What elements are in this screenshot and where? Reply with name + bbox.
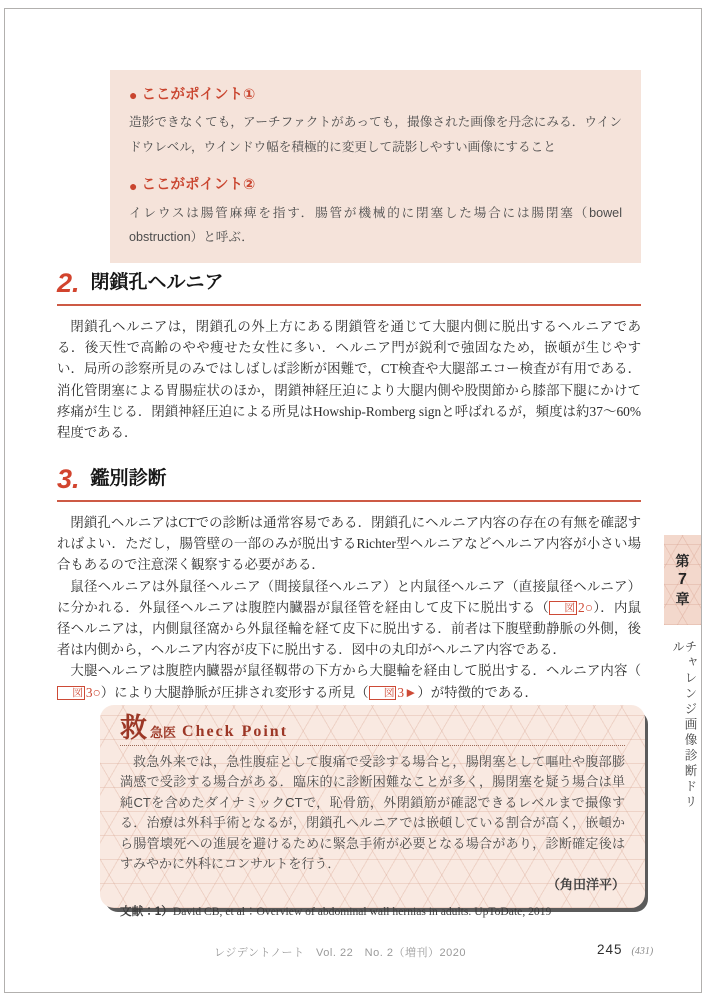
check-point-title: Check Point	[182, 723, 289, 741]
author-signature: （角田洋平）	[546, 876, 625, 892]
check-point-body: 救急外来では，急性腹症として腹痛で受診する場合と，腸閉塞として嘔吐や腹部膨満感で受診する場合がある．臨床的に診断困難なことが多く，腸閉塞を疑う場合は単純CTを含めたダイナミックCTで，恥骨筋，外閉鎖筋が確認できるレベルまで撮像する．治療は外科手術となるが，閉鎖孔ヘルニアでは嵌頓している割合が高く，嵌頓から腸管壊死への進展を避けるために緊急手術が必要となる場合があり，診断確定後はすみやかに外科にコンサルトを行う．	[120, 753, 625, 872]
point-item-1	[129, 85, 622, 159]
section2-heading	[57, 268, 641, 298]
figure2-ref-number: 2	[577, 599, 585, 615]
text-segment: ）により大腿静脈が圧排され変形する所見（	[100, 684, 369, 700]
emergency-check-point-box	[100, 705, 645, 918]
point-title-1	[129, 85, 622, 105]
text-segment: 大腿ヘルニアは腹腔内臓器が鼠径靱帯の下方から大腿輪を経由して脱出する．ヘルニア内容（	[70, 663, 641, 679]
kyu-kanji-logo: 救	[120, 713, 147, 743]
section3-paragraph-3	[57, 660, 641, 702]
figure2-ref-icon: 図	[549, 601, 577, 615]
figure3-ref-number: 3	[85, 684, 93, 700]
point-body-2: イレウスは腸管麻痺を指す．腸管が機械的に閉塞した場合には腸閉塞（bowel obstruction）と呼ぶ．	[129, 205, 622, 245]
section-number: 2.	[57, 268, 80, 298]
section-rule	[57, 304, 641, 306]
chapter-char: 第	[675, 552, 690, 569]
circle-marker-icon: ○	[584, 599, 594, 615]
reference-line	[120, 904, 625, 920]
chapter-tab	[664, 535, 701, 625]
journal-footer: レジデントノート Vol. 22 No. 2（増刊）2020	[214, 947, 466, 959]
section3-paragraph-2	[57, 576, 641, 661]
bullet-icon: ●	[129, 87, 138, 104]
reference-text: David CB, et al：Overview of abdominal wall hernias in adults. UpToDate, 2019	[172, 904, 552, 918]
figure3-ref-icon: 図	[369, 686, 397, 700]
section-number: 3.	[57, 464, 80, 494]
point-title-2	[129, 175, 622, 195]
section2-paragraph: 閉鎖孔ヘルニアは，閉鎖孔の外上方にある閉鎖管を通じて大腿内側に脱出するヘルニアである．後天性で高齢のやや痩せた女性に多い．ヘルニア門が鋭利で強固なため，嵌頓が生じやすい．局所の診察所見のみではしばしば診断が困難で，CT検査や大腿部エコー検査が有用である．消化管閉塞による胃腸症状のほか，閉鎖神経圧迫により大腿内側や股関節から膝部下腿にかけて疼痛が生じる．閉鎖神経圧迫による所見はHowship-Romberg signと呼ばれるが，頻度は約37〜60%程度である．	[57, 319, 641, 441]
series-title-vertical: チャレンジ画像診断ドリル	[670, 640, 697, 811]
point-title-text: ここがポイント②	[141, 177, 256, 194]
section3-heading	[57, 464, 641, 494]
bullet-icon: ●	[129, 177, 138, 194]
page-number-group	[597, 942, 653, 957]
section-title: 閉鎖孔ヘルニア	[90, 272, 224, 294]
point-item-2	[129, 175, 622, 249]
circle-marker-icon: ○	[92, 684, 101, 700]
check-point-header	[120, 713, 625, 746]
kyui-kanji-label: 急医	[150, 725, 177, 741]
text-segment: ）が特徴的である．	[417, 684, 538, 700]
section-title: 鑑別診断	[90, 468, 167, 490]
page-number: 245	[597, 942, 623, 957]
text-segment: 鼠径ヘルニアは外鼠径ヘルニア（間接鼠径ヘルニア）と内鼠径ヘルニア（直接鼠径ヘルニア）に分かれる．外鼠径ヘルニアは腹腔内臓器が鼠径管を経由して皮下に脱出する（	[57, 578, 641, 615]
arrow-marker-icon: ►	[404, 684, 418, 700]
page-number-alt: (431)	[631, 946, 654, 957]
point-body-1: 造影できなくても，アーチファクトがあっても，撮像された画像を丹念にみる．ウインドウレベル，ウインドウ幅を積極的に変更して読影しやすい画像にすること	[129, 115, 622, 154]
section-obturator-hernia	[57, 268, 641, 443]
section-differential-diagnosis	[57, 464, 641, 703]
section3-paragraph-1: 閉鎖孔ヘルニアはCTでの診断は通常容易である．閉鎖孔にヘルニア内容の存在の有無を確認すればよい．ただし，腸管壁の一部のみが脱出するRichter型ヘルニアなどヘルニア内容が小さい場合もあるので注意深く観察する必要がある．	[57, 515, 641, 573]
point-title-text: ここがポイント①	[141, 87, 256, 103]
section-rule	[57, 500, 641, 502]
key-points-box	[110, 70, 641, 263]
chapter-number: 7	[678, 570, 687, 588]
chapter-char: 章	[675, 591, 690, 608]
figure3-ref-icon: 図	[57, 686, 85, 700]
text-segment: ）．内鼠径ヘルニアは，内側鼠径窩から外鼠径輪を経て皮下に脱出する．前者は下腹壁動静脈の外側，後者は内側から，ヘルニア内容が皮下に脱出する．図中の丸印がヘルニア内容である．	[57, 599, 642, 658]
figure3-ref-number: 3	[397, 684, 405, 700]
reference-label: 文献：1）	[120, 904, 173, 918]
